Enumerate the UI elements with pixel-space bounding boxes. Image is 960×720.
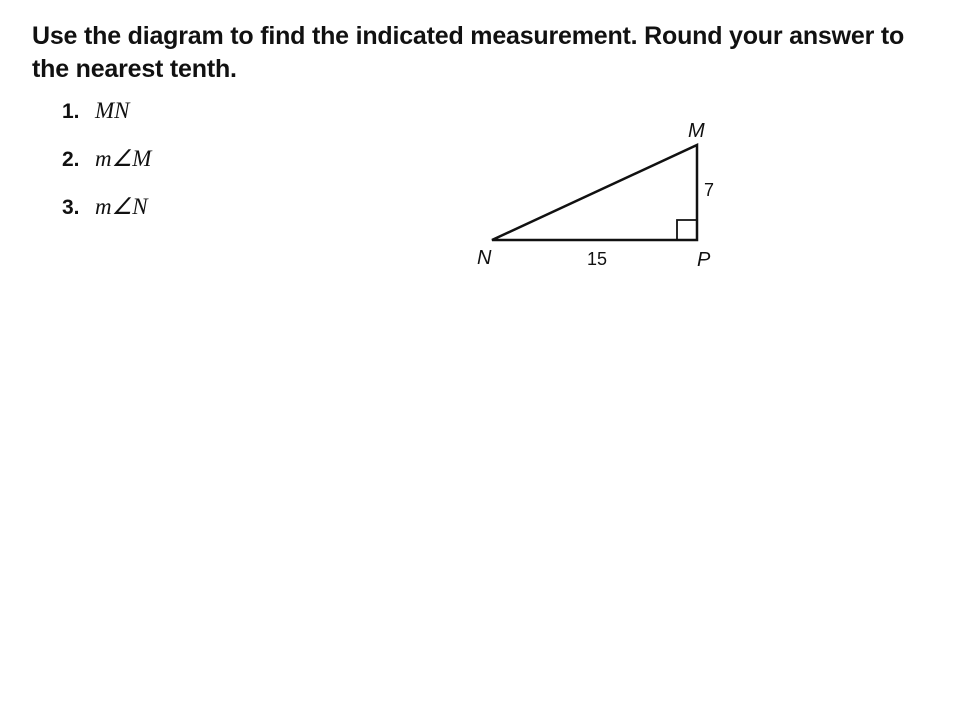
vertex-label-n: N xyxy=(477,247,492,269)
vertex-label-p: P xyxy=(697,249,711,271)
vertex-label-m: M xyxy=(688,120,705,142)
instructions-text: Use the diagram to find the indicated measurement. Round your answer to the nearest tenth. xyxy=(32,22,905,83)
problem-expression: m∠N xyxy=(95,194,148,219)
problem-number: 1. xyxy=(62,100,80,123)
triangle-mnp xyxy=(492,145,697,240)
problem-number: 3. xyxy=(62,196,80,219)
side-label-mp: 7 xyxy=(704,180,715,200)
problem-expression: MN xyxy=(95,98,130,123)
right-angle-marker xyxy=(677,220,697,240)
problem-expression: m∠M xyxy=(95,146,152,171)
problem-number: 2. xyxy=(62,148,80,171)
side-label-np: 15 xyxy=(587,249,608,269)
